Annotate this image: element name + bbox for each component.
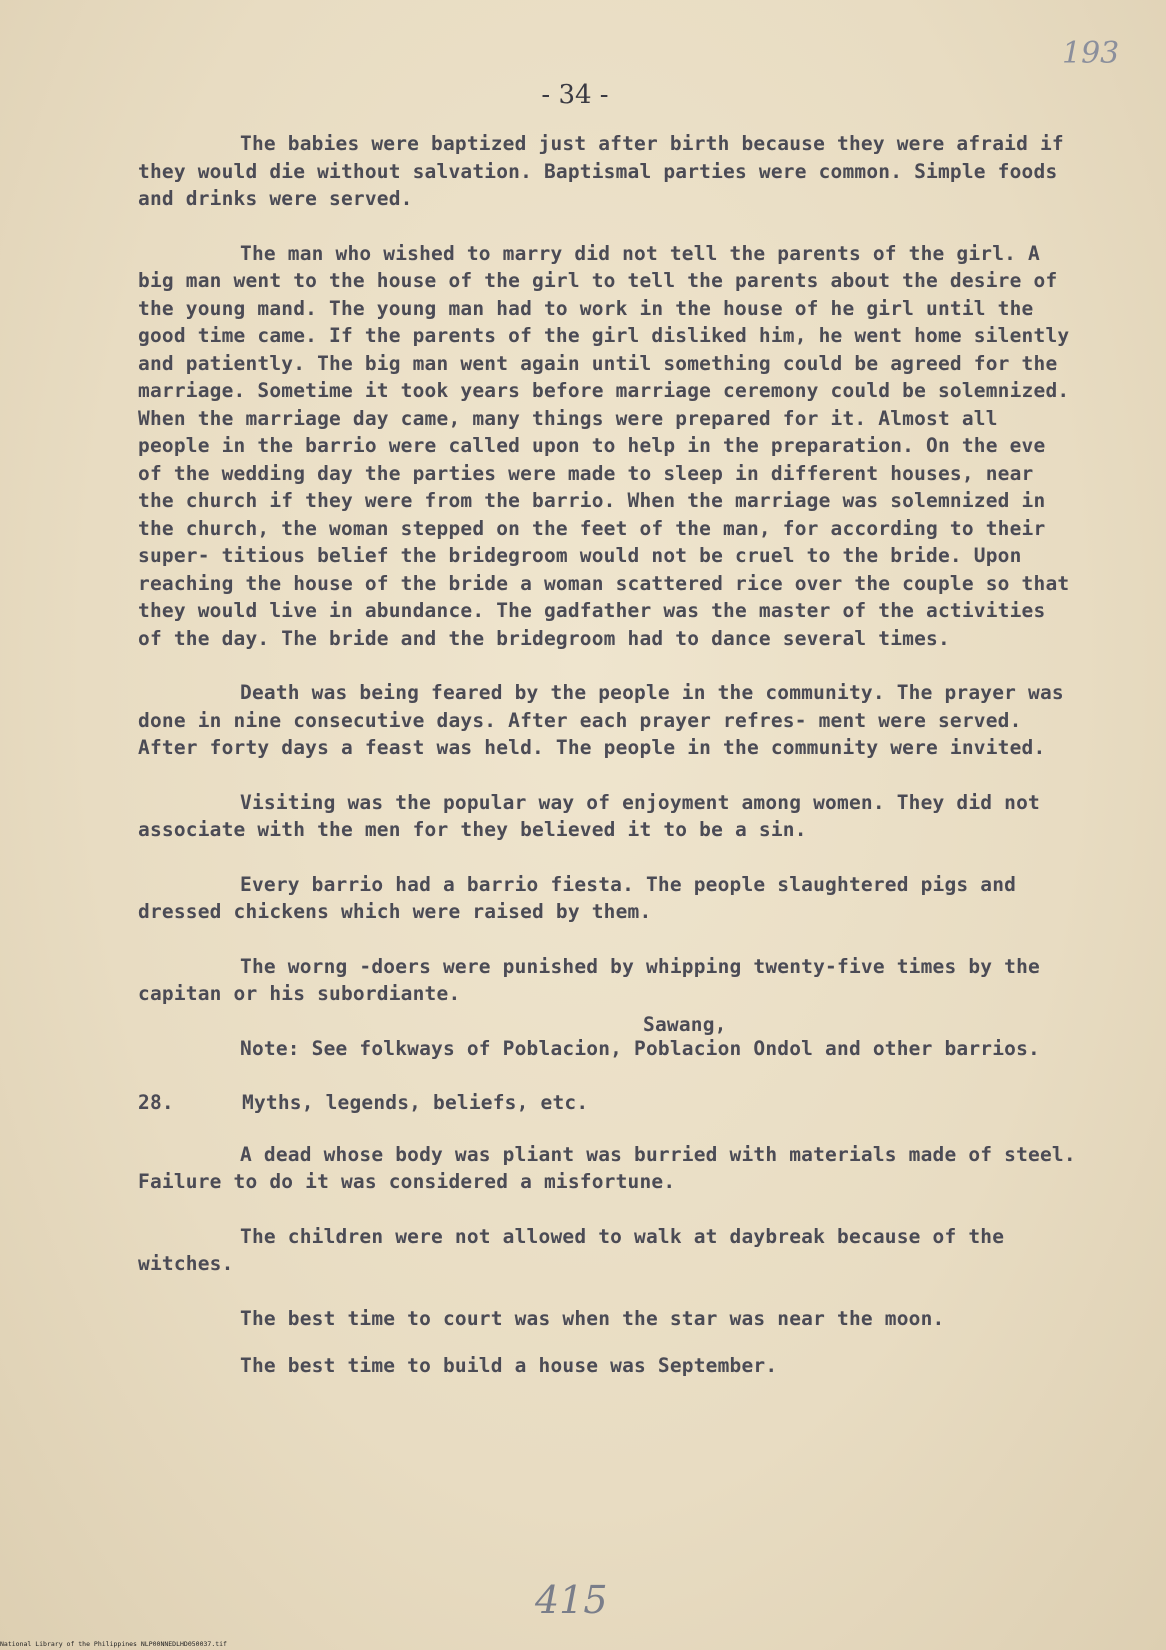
belief-item: The best time to court was when the star was near the moon. <box>240 1306 945 1330</box>
section-title: Myths, legends, beliefs, etc. <box>242 1091 589 1114</box>
paragraph-punishment: The worng -doers were punished by whipping twenty-five times by the capitan or his subordiante. <box>138 954 1040 1005</box>
section-heading <box>138 1089 1078 1117</box>
paragraph-baptism: The babies were baptized just after birth because they were afraid if they would die without salvation. Baptismal parties were common. Simple foods and drinks were served. <box>138 132 1064 210</box>
paragraph-marriage: The man who wished to marry did not tell the parents of the girl. A big man went to the house of the girl to tell the parents about the desire of the young mand. The young man had to work in the house of he girl until the good time came. If the parents of the girl disliked him, he went home silently and patiently. The big man went again until something could be agreed for the marriage. Sometime it took years before marriage ceremony could be solemnized. When the marriage day came, many things were prepared for it. Almost all people in the barrio were called upon to help in the preparation. On the eve of the wedding day the parties were made to sleep in different houses, near the church if they were from the barrio. When the marriage was solemnized in the church, the woman stepped on the feet of the man, for according to their super- titious belief the bridegroom would not be cruel to the bride. Upon reaching the house of the bride a woman scattered rice over the couple so that they would live in abundance. The gadfather was the master of the activities of the day. The bride and the bridegroom had to dance several times. <box>138 241 1070 650</box>
section-number: 28. <box>138 1091 174 1114</box>
archive-page-number: 193 <box>1062 36 1120 71</box>
belief-item: The children were not allowed to walk at daybreak because of the witches. <box>138 1224 1005 1275</box>
note-text: Note: See folkways of Poblacion, Poblacion Ondol and other barrios. <box>240 1036 1040 1060</box>
handwritten-footer-number: 415 <box>535 1578 608 1622</box>
paragraph-death: Death was being feared by the people in the community. The prayer was done in nine consecutive days. After each prayer refres- ment were served. After forty days a feast was held. The people in the community were invited. <box>138 681 1064 759</box>
note-insertion: Sawang, <box>643 1012 727 1036</box>
paragraph-fiesta: Every barrio had a barrio fiesta. The people slaughtered pigs and dressed chickens which were raised by them. <box>138 872 1017 923</box>
document-body <box>138 130 1078 1400</box>
belief-item: The best time to build a house was September. <box>240 1354 778 1377</box>
page-number: - 34 - <box>541 80 609 110</box>
belief-item: A dead whose body was pliant was burried with materials made of steel. Failure to do it was considered a misfortune. <box>138 1142 1076 1193</box>
note-block <box>138 1012 1078 1063</box>
scan-credit: National Library of the Philippines NLP00NNEDLHD050037.tif <box>0 1640 227 1648</box>
paragraph-visiting: Visiting was the popular way of enjoyment among women. They did not associate with the men for they believed it to be a sin. <box>138 790 1040 841</box>
